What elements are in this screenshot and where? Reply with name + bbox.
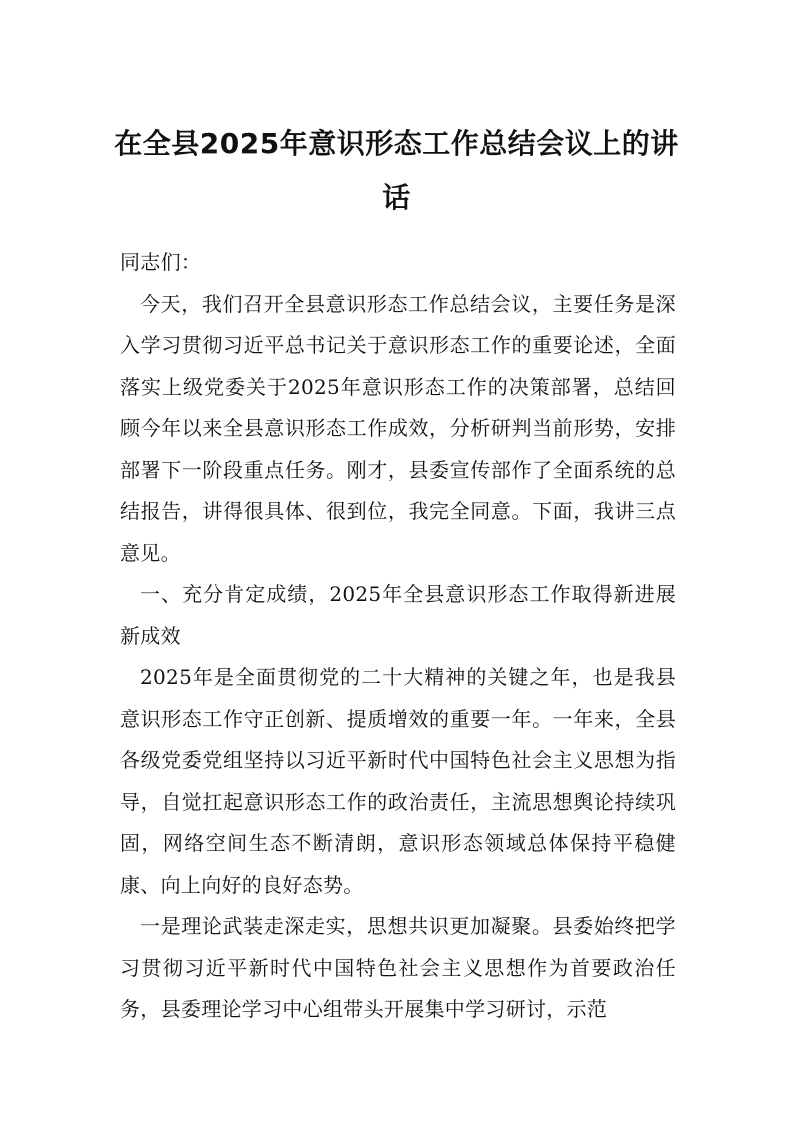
- salutation: 同志们：: [120, 250, 202, 274]
- section-heading-1: 一、充分肯定成绩，2025年全县意识形态工作取得新进展新成效: [120, 582, 676, 648]
- paragraph-opening: 今天，我们召开全县意识形态工作总结会议，主要任务是深入学习贯彻习近平总书记关于意识形态工作的重要论述，全面落实上级党委关于2025年意识形态工作的决策部署，总结回顾今年以来全县意识形态工作成效，分析研判当前形势，安排部署下一阶段重点任务。刚才，县委宣传部作了全面系统的总结报告，讲得很具体、很到位，我完全同意。下面，我讲三点意见。: [120, 291, 676, 565]
- document-title: 在全县2025年意识形态工作总结会议上的讲话: [114, 127, 679, 214]
- paragraph-overview: 2025年是全面贯彻党的二十大精神的关键之年，也是我县意识形态工作守正创新、提质增效的重要一年。一年来，全县各级党委党组坚持以习近平新时代中国特色社会主义思想为指导，自觉扛起意识形态工作的政治责任，主流思想舆论持续巩固，网络空间生态不断清朗，意识形态领域总体保持平稳健康、向上向好的良好态势。: [120, 665, 676, 897]
- document-body: [120, 242, 676, 1031]
- paragraph-point-1: 一是理论武装走深走实，思想共识更加凝聚。县委始终把学习贯彻习近平新时代中国特色社会主义思想作为首要政治任务，县委理论学习中心组带头开展集中学习研讨，示范: [120, 914, 676, 1021]
